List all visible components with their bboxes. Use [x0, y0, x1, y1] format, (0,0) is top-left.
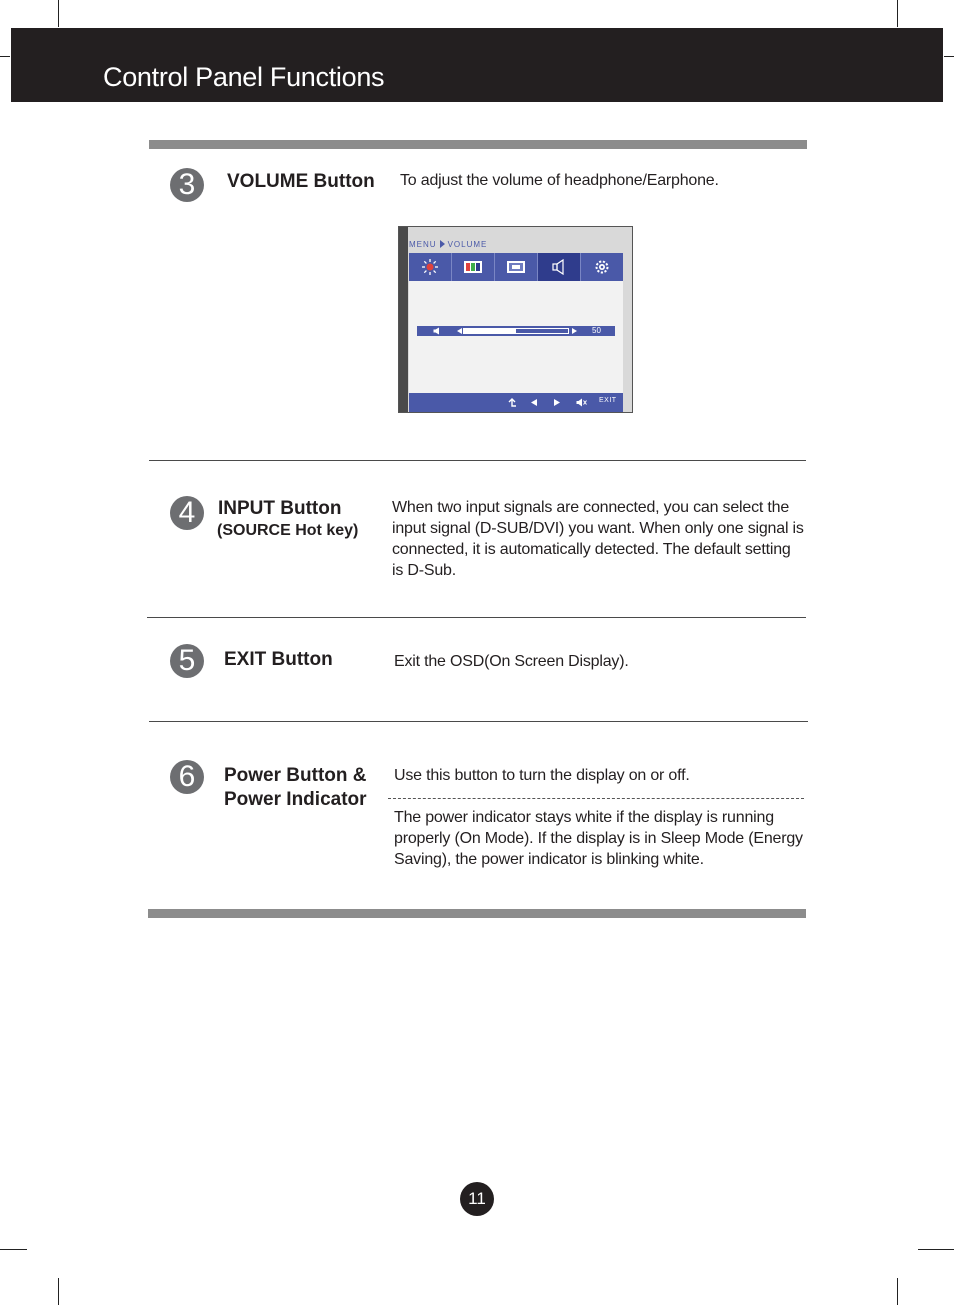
crop-mark — [897, 1278, 898, 1305]
osd-volume-track — [463, 328, 569, 334]
crop-mark — [0, 1249, 27, 1250]
osd-nav-bar — [409, 393, 623, 412]
osd-tab-brightness[interactable] — [409, 253, 452, 281]
osd-volume-value: 50 — [592, 326, 601, 335]
crop-mark — [58, 1278, 59, 1305]
section-top-bar — [149, 140, 807, 149]
section-divider — [147, 617, 806, 618]
nav-right-icon[interactable] — [554, 399, 560, 406]
arrow-right-icon[interactable] — [572, 328, 577, 334]
section-divider — [149, 721, 808, 722]
return-icon[interactable] — [507, 398, 517, 408]
osd-breadcrumb — [409, 240, 487, 249]
osd-breadcrumb-menu: MENU — [409, 240, 437, 249]
page-title: Control Panel Functions — [103, 62, 385, 92]
section-divider — [149, 460, 806, 461]
page-number: 11 — [460, 1182, 494, 1216]
section-number-5: 5 — [170, 644, 204, 678]
osd-tab-volume[interactable] — [538, 253, 581, 281]
osd-tab-picture[interactable] — [495, 253, 538, 281]
osd-tab-color[interactable] — [452, 253, 495, 281]
section-number-3: 3 — [170, 168, 204, 202]
osd-volume-fill — [464, 329, 516, 333]
osd-exit-label[interactable]: EXIT — [599, 397, 617, 404]
section-number-6: 6 — [170, 760, 204, 794]
osd-content-panel — [409, 281, 623, 393]
breadcrumb-arrow-icon — [440, 240, 445, 248]
speaker-icon — [433, 327, 441, 335]
nav-left-icon[interactable] — [531, 399, 537, 406]
osd-tab-bar — [409, 253, 623, 281]
osd-breadcrumb-volume: VOLUME — [447, 240, 488, 249]
crop-mark — [58, 0, 59, 27]
osd-frame — [399, 227, 408, 412]
crop-mark — [944, 56, 954, 57]
brightness-icon — [421, 258, 439, 276]
input-button-title: INPUT Button — [218, 498, 342, 519]
osd-volume-screenshot — [398, 226, 633, 413]
settings-icon — [593, 258, 611, 276]
arrow-left-icon[interactable] — [457, 328, 462, 334]
color-icon — [463, 260, 483, 274]
input-button-subtitle: (SOURCE Hot key) — [217, 522, 359, 539]
osd-volume-slider[interactable] — [417, 326, 615, 336]
picture-icon — [506, 260, 526, 274]
section-bottom-bar — [148, 909, 806, 918]
section-number-4: 4 — [170, 496, 204, 530]
exit-description: Exit the OSD(On Screen Display). — [394, 653, 629, 670]
crop-mark — [918, 1249, 954, 1250]
exit-button-title: EXIT Button — [224, 649, 333, 670]
power-button-description: Use this button to turn the display on or off. — [394, 767, 690, 784]
power-indicator-title: Power Indicator — [224, 789, 367, 810]
mute-icon[interactable] — [576, 398, 587, 407]
input-description: When two input signals are connected, you can select the input signal (D-SUB/DVI) you want. When only one signal is connected, it is automatically detected. The default setting is D-Sub. — [392, 499, 804, 579]
page-header — [11, 28, 943, 102]
crop-mark — [897, 0, 898, 27]
power-indicator-description: The power indicator stays white if the display is running properly (On Mode). If the display is in Sleep Mode (Energy Saving), the power indicator is blinking white. — [394, 809, 803, 868]
volume-icon — [550, 258, 568, 276]
crop-mark — [0, 56, 10, 57]
dashed-divider — [388, 798, 804, 799]
osd-tab-settings[interactable] — [581, 253, 623, 281]
power-button-title: Power Button & — [224, 765, 367, 786]
volume-button-title: VOLUME Button — [227, 171, 375, 192]
volume-description: To adjust the volume of headphone/Earphone. — [400, 172, 719, 189]
